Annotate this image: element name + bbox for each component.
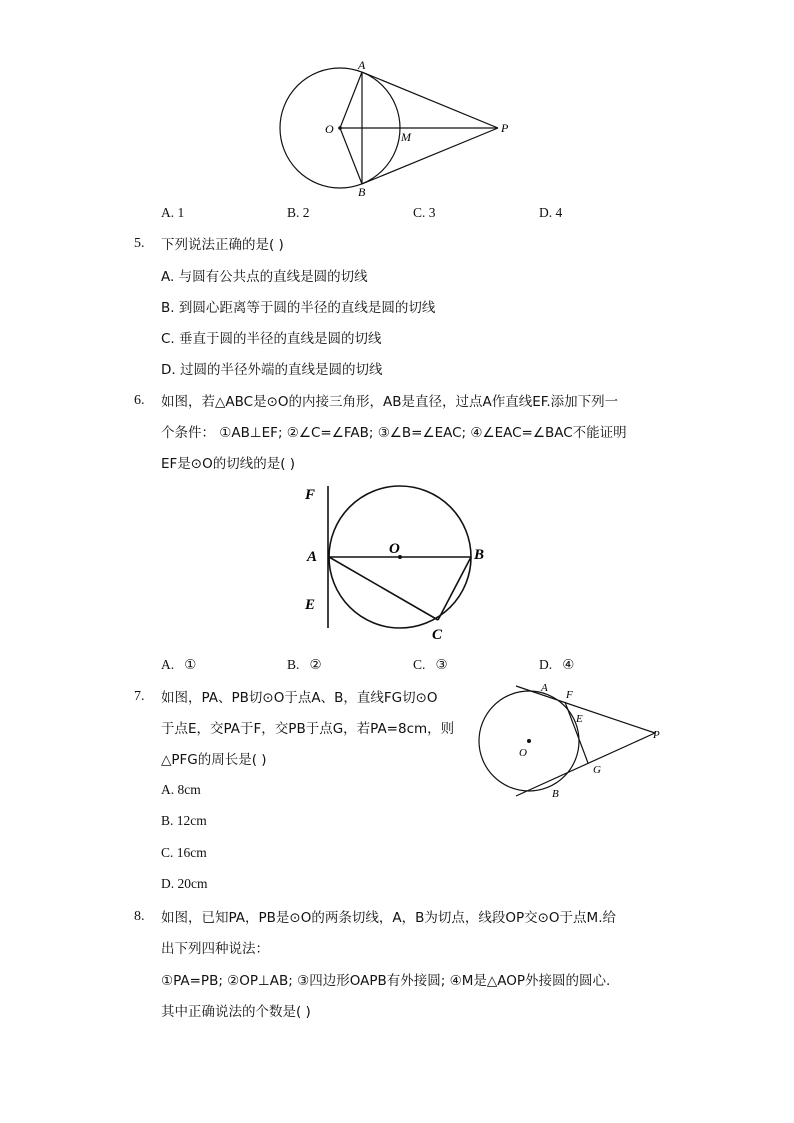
q4-option-b[interactable]: B. 2 bbox=[287, 205, 310, 220]
q6-option-d[interactable] bbox=[539, 657, 574, 673]
label-b: B bbox=[474, 547, 485, 563]
label-a: A bbox=[541, 682, 548, 694]
q5-option-a[interactable]: A. 与圆有公共点的直线是圆的切线 bbox=[161, 269, 368, 285]
q6-option-c[interactable] bbox=[413, 657, 448, 673]
q6-option-c-prefix: C. bbox=[413, 657, 426, 672]
label-a: A bbox=[307, 549, 318, 565]
q7-option-c[interactable]: C. 16cm bbox=[161, 845, 207, 860]
q6-option-c-mark: ③ bbox=[435, 657, 448, 672]
q5-option-b[interactable]: B. 到圆心距离等于圆的半径的直线是圆的切线 bbox=[161, 300, 436, 316]
label-f: F bbox=[305, 487, 316, 503]
q8-line4: 其中正确说法的个数是( ) bbox=[161, 1004, 311, 1020]
q7-line1: 如图，PA、PB切⊙O于点A、B，直线FG切⊙O bbox=[161, 690, 438, 706]
label-o: O bbox=[519, 747, 527, 759]
label-f: F bbox=[566, 689, 573, 701]
label-o: O bbox=[325, 122, 334, 136]
q6-number: 6. bbox=[134, 393, 145, 408]
label-b: B bbox=[358, 185, 366, 199]
q6-option-b-mark: ② bbox=[309, 657, 322, 672]
q7-line3: △PFG的周长是( ) bbox=[161, 752, 267, 768]
label-o: O bbox=[389, 541, 400, 557]
q6-option-b[interactable] bbox=[287, 657, 322, 673]
figure-tangent-circle-2 bbox=[472, 676, 672, 806]
q6-line1: 如图，若△ABC是⊙O的内接三角形，AB是直径，过点A作直线EF.添加下列一 bbox=[161, 394, 619, 410]
q8-line3: ①PA=PB; ②OP⊥AB; ③四边形OAPB有外接圆; ④M是△AOP外接圆的圆心. bbox=[161, 973, 611, 989]
q6-option-a[interactable] bbox=[161, 657, 196, 673]
label-g: G bbox=[593, 764, 601, 776]
q7-option-d[interactable]: D. 20cm bbox=[161, 876, 208, 891]
q8-line1: 如图，已知PA，PB是⊙O的两条切线，A，B为切点，线段OP交⊙O于点M.给 bbox=[161, 910, 616, 926]
q6-option-d-mark: ④ bbox=[562, 657, 575, 672]
q7-line2: 于点E，交PA于F，交PB于点G，若PA=8cm，则 bbox=[161, 721, 455, 737]
q4-option-d[interactable]: D. 4 bbox=[539, 205, 563, 220]
label-p: P bbox=[653, 729, 660, 741]
q6-line3: EF是⊙O的切线的是( ) bbox=[161, 456, 296, 472]
label-p: P bbox=[501, 121, 509, 135]
q6-option-b-prefix: B. bbox=[287, 657, 300, 672]
q5-option-d[interactable]: D. 过圆的半径外端的直线是圆的切线 bbox=[161, 362, 383, 378]
figure-tangent-circle-1 bbox=[270, 55, 530, 200]
figure-inscribed-triangle bbox=[295, 478, 495, 648]
q4-option-c[interactable]: C. 3 bbox=[413, 205, 436, 220]
label-a: A bbox=[358, 58, 366, 72]
q6-option-a-prefix: A. bbox=[161, 657, 175, 672]
q7-option-b[interactable]: B. 12cm bbox=[161, 813, 207, 828]
q6-line2: 个条件： ①AB⊥EF; ②∠C=∠FAB; ③∠B=∠EAC; ④∠EAC=∠BAC不能证明 bbox=[161, 425, 627, 441]
q8-line2: 出下列四种说法： bbox=[161, 941, 269, 957]
q6-option-d-prefix: D. bbox=[539, 657, 553, 672]
label-b: B bbox=[552, 788, 559, 800]
label-e: E bbox=[305, 597, 316, 613]
q6-option-a-mark: ① bbox=[184, 657, 197, 672]
label-c: C bbox=[432, 627, 443, 643]
q7-option-a[interactable]: A. 8cm bbox=[161, 782, 201, 797]
label-m: M bbox=[401, 130, 411, 144]
q5-stem: 下列说法正确的是( ) bbox=[161, 237, 284, 253]
label-e: E bbox=[576, 713, 583, 725]
q7-number: 7. bbox=[134, 689, 145, 704]
q4-option-a[interactable]: A. 1 bbox=[161, 205, 185, 220]
q5-number: 5. bbox=[134, 236, 145, 251]
q8-number: 8. bbox=[134, 909, 145, 924]
q5-option-c[interactable]: C. 垂直于圆的半径的直线是圆的切线 bbox=[161, 331, 382, 347]
